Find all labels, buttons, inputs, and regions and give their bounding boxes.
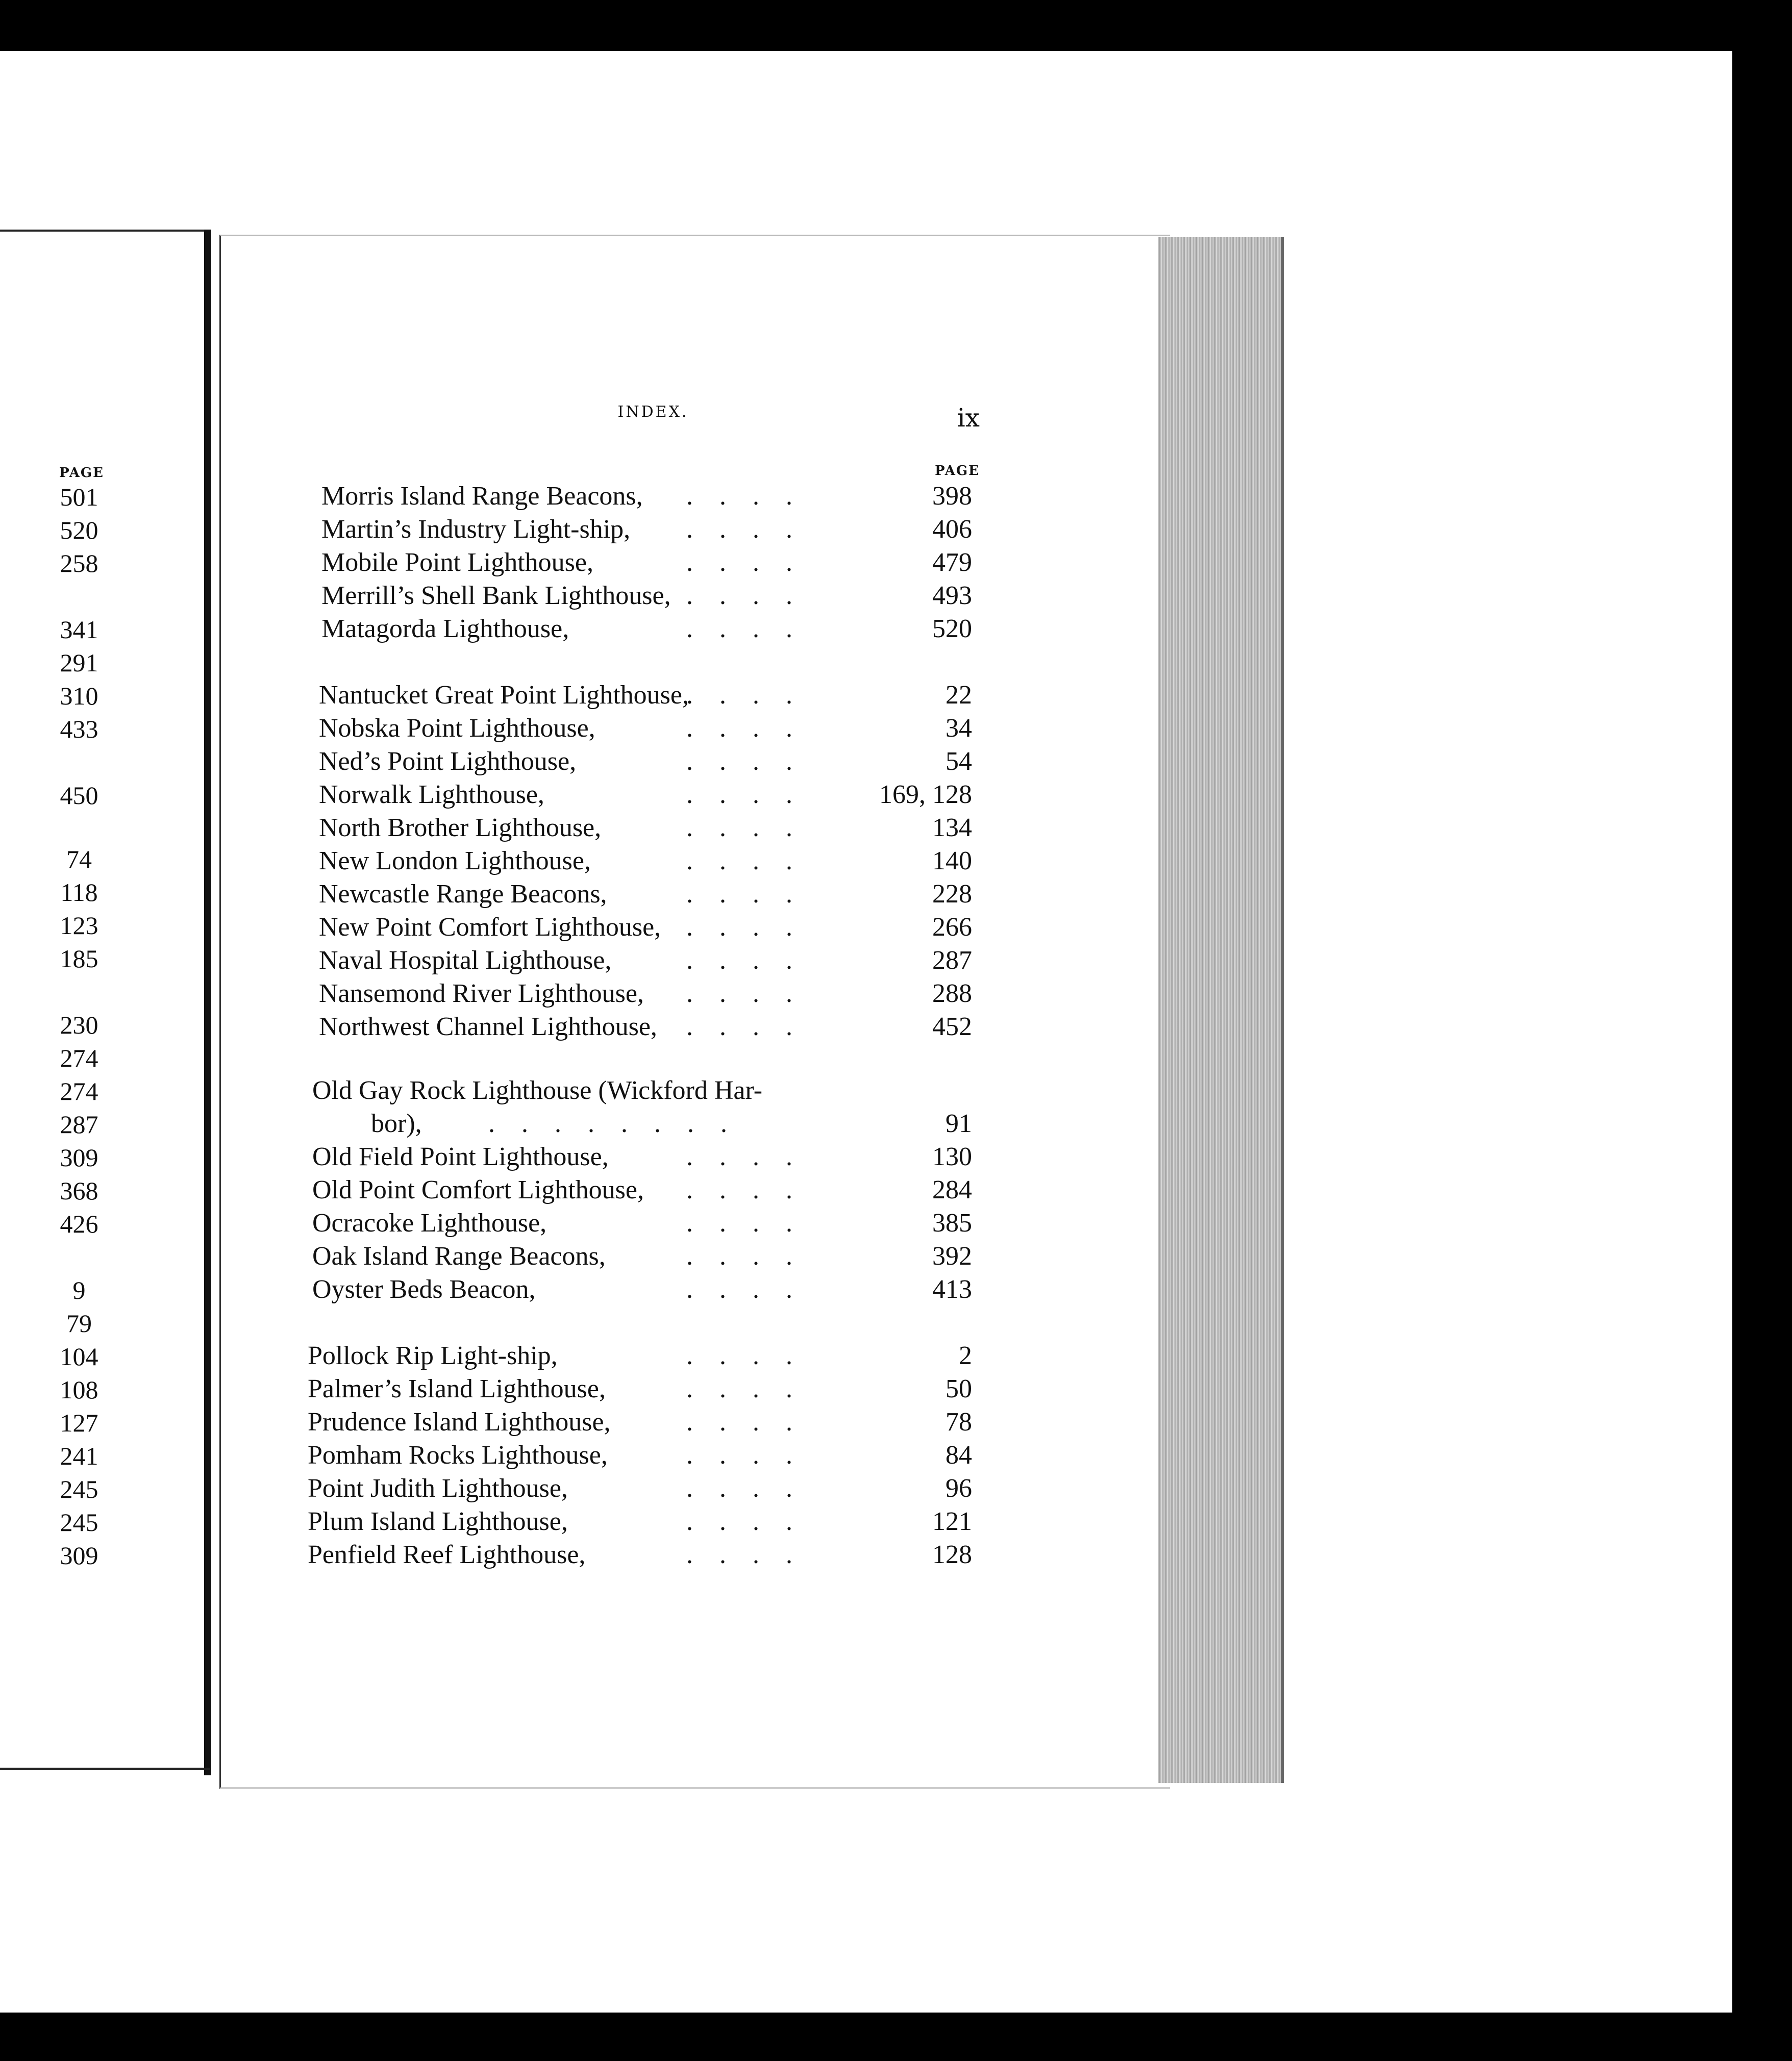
left-page-number: 274 [60,1077,98,1105]
index-entry-name: Matagorda Lighthouse, [321,614,569,643]
index-entry-page: 284 [932,1175,972,1204]
left-page-number: 74 [66,845,92,873]
index-entry-page: 413 [932,1275,972,1304]
scan-border-bottom [0,2013,1792,2061]
left-page-number: 108 [60,1375,98,1404]
page-edges [1158,237,1284,1783]
index-entry-page: 22 [945,681,972,710]
left-page-number: 79 [66,1309,92,1338]
scan-border-top-inner [0,31,1732,51]
index-entry-name: Newcastle Range Beacons, [319,879,607,909]
leader-dots: . . . . [686,1441,792,1470]
leader-dots: . . . . [686,1175,792,1204]
index-entry-name: Plum Island Lighthouse, [308,1507,568,1536]
leader-dots: . . . . [686,1507,792,1536]
index-entry-name: Martin’s Industry Light-ship, [321,515,631,544]
left-page-edge [0,1768,210,1770]
index-entry-name: Old Gay Rock Lighthouse (Wickford Har- [312,1076,763,1105]
leader-dots: . . . . [686,681,792,710]
index-entry [321,480,972,513]
left-page-number: 368 [60,1176,98,1205]
index-entry-continuation [371,1107,972,1141]
left-page-column-header: PAGE [59,465,104,481]
scan-border-right [1732,0,1792,2061]
left-page-number: 258 [60,549,98,577]
index-entry-page: 91 [945,1109,972,1138]
leader-dots: . . . . [686,614,792,643]
index-entry [312,1074,972,1108]
index-entry-page: 385 [932,1209,972,1238]
index-entry-name: Old Field Point Lighthouse, [312,1142,609,1171]
index-entry-page: 128 [932,1540,972,1569]
index-entry-page: 50 [945,1374,972,1403]
left-page-number: 127 [60,1409,98,1437]
left-page-number: 309 [60,1143,98,1172]
index-entry-name: Point Judith Lighthouse, [308,1474,568,1503]
index-entry [312,1173,972,1207]
index-entry-name: New Point Comfort Lighthouse, [319,913,661,942]
book-spine [204,230,211,1775]
index-entry-page: 130 [932,1142,972,1171]
leader-dots: . . . . [686,1341,792,1370]
leader-dots: . . . . [686,1275,792,1304]
left-page-number: 291 [60,648,98,677]
index-entry-page: 54 [945,747,972,776]
left-page-number: 501 [60,483,98,511]
leader-dots: . . . . [686,1407,792,1437]
leader-dots: . . . . [686,482,792,511]
index-entry-page: 34 [945,714,972,743]
index-entry-name: Penfield Reef Lighthouse, [308,1540,586,1569]
index-entry [319,678,972,712]
leader-dots: . . . . . . . . [488,1109,727,1138]
leader-dots: . . . . [686,1540,792,1569]
leader-dots: . . . . [686,1374,792,1403]
index-entry [308,1405,972,1439]
index-entry [308,1505,972,1539]
leader-dots: . . . . [686,714,792,743]
index-entry [319,811,972,845]
leader-dots: . . . . [686,846,792,875]
index-entry-page: 287 [932,946,972,975]
index-entry-name: Pollock Rip Light-ship, [308,1341,558,1370]
index-entry [308,1538,972,1572]
index-entry [312,1240,972,1273]
left-page-number: 245 [60,1475,98,1503]
index-entry-name: Oak Island Range Beacons, [312,1242,606,1271]
leader-dots: . . . . [686,548,792,577]
index-entry-page: 398 [932,482,972,511]
leader-dots: . . . . [686,913,792,942]
leader-dots: . . . . [686,946,792,975]
left-page-number: 118 [60,878,98,907]
index-entry [308,1439,972,1472]
left-page-number: 426 [60,1210,98,1238]
index-entry [319,844,972,878]
index-entry-page: 140 [932,846,972,875]
left-page-number: 9 [72,1276,86,1304]
index-entry-page: 134 [932,813,972,842]
index-entry-page: 96 [945,1474,972,1503]
index-entry-name: Old Point Comfort Lighthouse, [312,1175,644,1204]
index-entry-name: Nansemond River Lighthouse, [319,979,644,1008]
index-entry-name: Northwest Channel Lighthouse, [319,1012,657,1041]
leader-dots: . . . . [686,1209,792,1238]
index-entry-page: 452 [932,1012,972,1041]
index-entry-page: 121 [932,1507,972,1536]
index-entry-page: 78 [945,1407,972,1437]
index-entry [319,745,972,778]
index-entry-name: Merrill’s Shell Bank Lighthouse, [321,581,671,610]
index-entry [319,1010,972,1044]
index-entry [308,1472,972,1505]
index-entry [319,712,972,745]
left-page-number: 230 [60,1011,98,1039]
index-entry-name: Oyster Beds Beacon, [312,1275,536,1304]
leader-dots: . . . . [686,1474,792,1503]
index-entry-name: Pomham Rocks Lighthouse, [308,1441,608,1470]
left-page-number: 274 [60,1044,98,1072]
left-page-number: 123 [60,911,98,940]
left-page-number: 287 [60,1110,98,1139]
left-page-number: 104 [60,1342,98,1371]
index-entry [321,513,972,546]
index-entry [308,1339,972,1373]
left-page-number: 520 [60,516,98,544]
index-entry-page: 392 [932,1242,972,1271]
leader-dots: . . . . [686,1242,792,1271]
left-page-number: 245 [60,1508,98,1537]
index-entry [321,579,972,613]
leader-dots: . . . . [686,747,792,776]
index-entry-page: 479 [932,548,972,577]
index-entry-name: Nobska Point Lighthouse, [319,714,595,743]
index-entry [319,911,972,944]
leader-dots: . . . . [686,1012,792,1041]
index-entry-page: 520 [932,614,972,643]
leader-dots: . . . . [686,515,792,544]
index-entry [319,977,972,1011]
running-head: INDEX. [617,403,689,421]
scan-border-top [0,0,1792,31]
right-page-column-header: PAGE [935,463,980,479]
left-page-number: 310 [60,682,98,710]
index-entry [319,944,972,977]
index-entry [319,877,972,911]
index-entry-name: Nantucket Great Point Lighthouse, [319,681,689,710]
index-entry-page: 169, 128 [879,780,972,809]
index-entry-page: 2 [959,1341,972,1370]
left-page-number: 185 [60,944,98,973]
index-entry-name: Mobile Point Lighthouse, [321,548,593,577]
leader-dots: . . . . [686,879,792,909]
page-number: ix [957,403,980,433]
index-entry-page: 84 [945,1441,972,1470]
index-entry-name: Ocracoke Lighthouse, [312,1209,547,1238]
index-entry-name-continuation: bor), [371,1109,422,1138]
index-entry-page: 406 [932,515,972,544]
index-entry [308,1372,972,1406]
index-entry-page: 266 [932,913,972,942]
left-page-number: 241 [60,1442,98,1470]
index-entry-name: Naval Hospital Lighthouse, [319,946,612,975]
index-entry [321,612,972,646]
index-entry [312,1273,972,1306]
index-entry-page: 493 [932,581,972,610]
index-entry-page: 228 [932,879,972,909]
left-page-number: 341 [60,615,98,644]
index-entry-name: New London Lighthouse, [319,846,591,875]
index-entry [319,778,972,812]
index-entry-name: Palmer’s Island Lighthouse, [308,1374,606,1403]
leader-dots: . . . . [686,581,792,610]
left-page-number: 450 [60,781,98,810]
leader-dots: . . . . [686,979,792,1008]
leader-dots: . . . . [686,1142,792,1171]
index-entry-name: Prudence Island Lighthouse, [308,1407,611,1437]
index-entry-name: Norwalk Lighthouse, [319,780,544,809]
index-entry [312,1207,972,1240]
index-entry [312,1140,972,1174]
index-entry-name: Morris Island Range Beacons, [321,482,643,511]
index-entry [321,546,972,580]
index-entry-name: Ned’s Point Lighthouse, [319,747,577,776]
leader-dots: . . . . [686,813,792,842]
left-page-number: 433 [60,715,98,743]
leader-dots: . . . . [686,780,792,809]
index-entry-page: 288 [932,979,972,1008]
left-page-number: 309 [60,1541,98,1570]
index-entry-name: North Brother Lighthouse, [319,813,602,842]
